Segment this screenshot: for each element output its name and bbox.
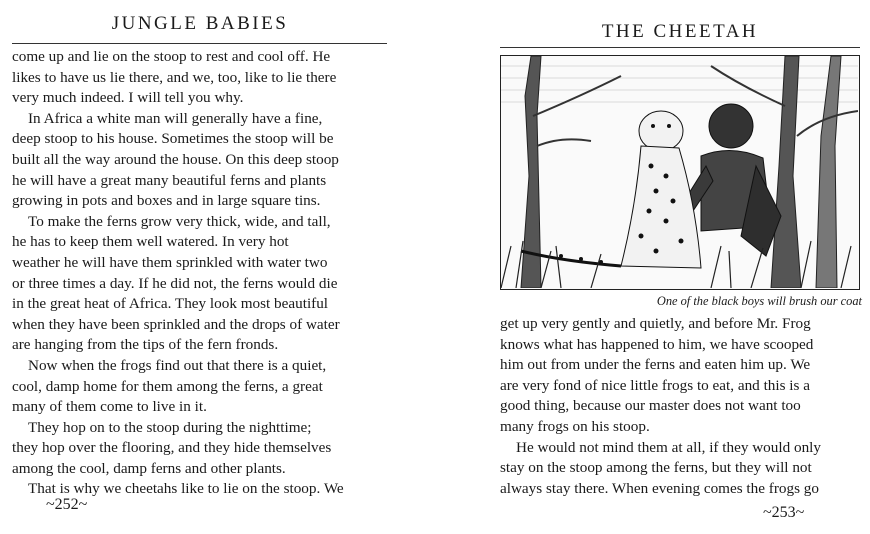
text-line: Now when the frogs find out that there is a quiet, [28,356,327,374]
text-line: built all the way around the house. On this deep stoop [12,150,339,168]
text-line: weather he will have them sprinkled with water two [12,253,328,271]
text-line: in the great heat of Africa. They look most beautiful [12,295,329,313]
text-line: many of them come to live in it. [12,398,207,416]
text-line: are hanging from the tips of the fern fronds. [12,336,279,354]
text-line: They hop on to the stoop during the nighttime; [28,418,312,436]
text-line: That is why we cheetahs like to lie on the stoop. We [28,480,344,498]
text-line: come up and lie on the stoop to rest and cool off. He [12,48,331,65]
text-line: among the cool, damp ferns and other plants. [12,459,286,477]
running-head: JUNGLE BABIES [111,13,289,34]
right-page [498,0,870,534]
header-rule [12,43,387,44]
illustration-caption: One of the black boys will brush our coat [656,294,862,308]
text-line: stay on the stoop among the ferns, but they will not [500,459,812,477]
text-line: or three times a day. If he did not, the ferns would die [12,274,338,292]
text-line: He would not mind them at all, if they would only [516,438,821,456]
text-line: likes to have us lie there, and we, too, like to lie there [12,68,337,86]
text-line: cool, damp home for them among the ferns, a great [12,377,323,395]
illustration [500,55,860,290]
cheetah-figure [521,111,701,268]
left-page [0,0,400,534]
running-head: THE CHEETAH [601,21,759,42]
text-line: growing in pots and boxes and in large square tins. [12,192,321,210]
text-line: are very fond of nice little frogs to eat, and this is a [500,376,810,394]
text-line: knows what has happened to him, we have scooped [500,335,814,353]
text-line: get up very gently and quietly, and before Mr. Frog [500,315,811,332]
text-line: good thing, because our master does not want too [500,397,801,415]
body-text [500,314,862,499]
text-line: many frogs on his stoop. [500,417,650,435]
page-number: ~252~ [46,496,88,513]
text-line: always stay there. When evening comes the frogs go [500,479,819,497]
page-number: ~253~ [763,504,805,521]
body-text [12,47,387,500]
header-rule [500,47,860,48]
text-line: he has to keep them well watered. In very hot [12,233,289,251]
text-line: when they have been sprinkled and the drops of water [12,315,340,333]
text-line: him out from under the ferns and eaten him up. We [500,356,811,374]
text-line: In Africa a white man will generally have a fine, [28,109,323,127]
text-line: deep stoop to his house. Sometimes the stoop will be [12,130,334,148]
text-line: very much indeed. I will tell you why. [12,89,244,107]
text-line: To make the ferns grow very thick, wide, and tall, [28,212,331,230]
text-line: they hop over the flooring, and they hide themselves [12,439,332,457]
text-line: he will have a great many beautiful ferns and plants [12,171,327,189]
